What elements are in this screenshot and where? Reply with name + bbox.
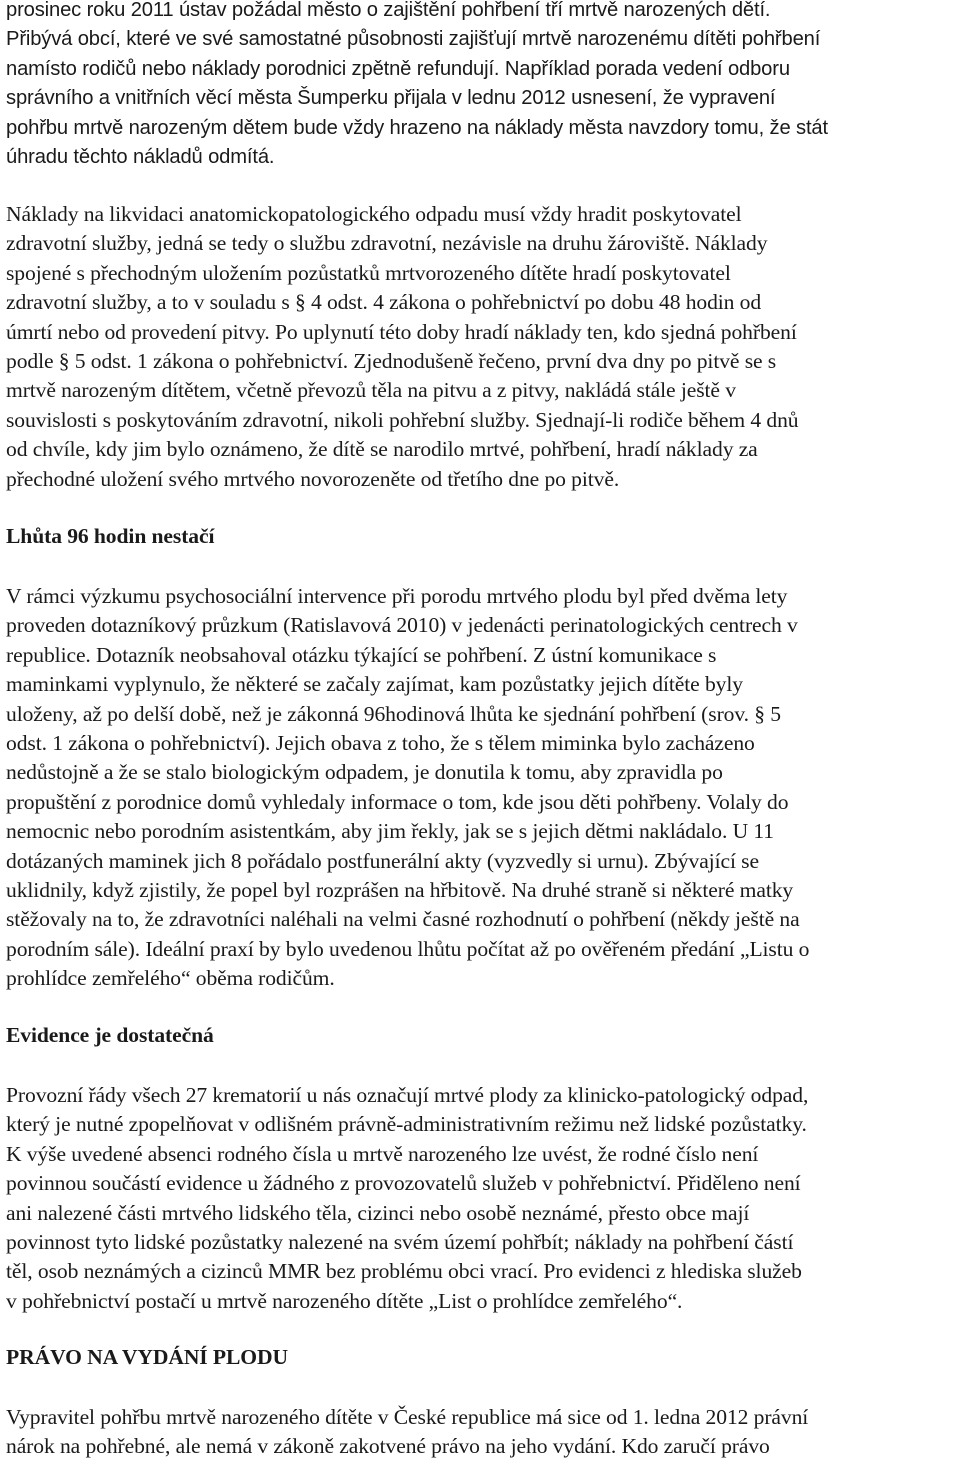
text-line: správního a vnitřních věcí města Šumperku přijala v lednu 2012 usnesení, že vypravení (6, 87, 776, 110)
text-line: který je nutné zpopelňovat v odlišném právně-administrativním režimu než lidské pozůstatky. (6, 1112, 807, 1137)
text-line: zdravotní služby, a to v souladu s § 4 odst. 4 zákona o pohřebnictví po dobu 48 hodin od (6, 290, 762, 315)
text-line: nemocnic nebo porodním asistentkám, aby jim řekly, jak se s jejich dětmi nakládalo. U 11 (6, 819, 774, 844)
text-line: odst. 1 zákona o pohřebnictví). Jejich obava z toho, že s tělem miminka bylo zacházeno (6, 731, 755, 756)
text-line: namísto rodičů nebo náklady porodnici zpětně refundují. Například porada vedení odboru (6, 57, 790, 80)
text-line: prohlídce zemřelého“ oběma rodičům. (6, 966, 335, 991)
text-line: dotázaných maminek jich 8 pořádalo postfunerální akty (vyzvedly si urnu). Zbývající se (6, 848, 759, 873)
text-line: spojené s přechodným uložením pozůstatků mrtvorozeného dítěte hradí poskytovatel (6, 260, 731, 285)
section-heading-right-to-release: PRÁVO NA VYDÁNÍ PLODU (6, 1345, 288, 1369)
text-line: těl, osob neznámých a cizinců MMR bez problému obci vrací. Pro evidenci z hlediska služeb (6, 1259, 802, 1284)
text-line: podle § 5 odst. 1 zákona o pohřebnictví. Zjednodušeně řečeno, první dva dny po pitvě se s (6, 349, 777, 374)
text-line: maminkami vyplynulo, že některé se začaly zajímat, kam pozůstatky jejich dítěte byly (6, 672, 743, 697)
paragraph-costs (6, 200, 956, 494)
text-line: od chvíle, kdy jim bylo oznámeno, že dítě se narodilo mrtvé, pohřbení, hradí náklady za (6, 437, 758, 462)
text-line: republice. Dotazník neobsahoval otázku týkající se pohřbení. Z ústní komunikace s (6, 642, 717, 667)
text-line: pohřbu mrtvě narozeným dětem bude vždy hrazeno na náklady města navzdory tomu, že stát (6, 116, 828, 139)
text-line: stěžovaly na to, že zdravotníci naléhali na velmi časné rozhodnutí o pohřbení (někdy ještě na (6, 907, 800, 932)
text-line: uklidnily, když zjistily, že popel byl rozprášen na hřbitově. Na druhé straně si některé matky (6, 878, 794, 903)
text-line: v pohřebnictví postačí u mrtvě narozeného dítěte „List o prohlídce zemřelého“. (6, 1288, 683, 1313)
text-line: uloženy, až po delší době, než je zákonná 96hodinová lhůta ke sjednání pohřbení (srov. § 5 (6, 701, 781, 726)
paragraph-research (6, 582, 956, 994)
paragraph-crematoria (6, 1081, 956, 1316)
text-line: mrtvě narozeným dítětem, včetně převozů těla na pitvu a z pitvy, nakládá stále ještě v (6, 378, 736, 403)
text-line: přechodné uložení svého mrtvého novorozeněte od třetího dne po pitvě. (6, 466, 620, 491)
text-line: proveden dotazníkový průzkum (Ratislavová 2010) v jedenácti perinatologických centrech v (6, 613, 798, 638)
paragraph-municipal-burials (6, 0, 956, 172)
section-heading-deadline: Lhůta 96 hodin nestačí (6, 524, 215, 548)
text-line: souvislosti s poskytováním zdravotní, nikoli pohřební služby. Sjednají-li rodiče během 4 dnů (6, 407, 799, 432)
text-line: Přibývá obcí, které ve své samostatné působnosti zajišťují mrtvě narozenému dítěti pohřbení (6, 28, 821, 51)
text-line: nedůstojně a že se stalo biologickým odpadem, je donutila k tomu, aby zpravidla po (6, 760, 723, 785)
text-line: porodním sále). Ideální praxí by bylo uvedenou lhůtu počítat až po ověřeném předání „Listu o (6, 936, 810, 961)
text-line: K výše uvedené absenci rodného čísla u mrtvě narozeného lze uvést, že rodné číslo není (6, 1141, 759, 1166)
text-line: zdravotní služby, jedná se tedy o službu zdravotní, nezávisle na druhu žároviště. Náklady (6, 231, 768, 256)
text-line: Vypravitel pohřbu mrtvě narozeného dítěte v České republice má sice od 1. ledna 2012 právní (6, 1405, 809, 1429)
text-line: V rámci výzkumu psychosociální intervence při porodu mrtvého plodu byl před dvěma lety (6, 584, 788, 608)
section-heading-evidence: Evidence je dostatečná (6, 1023, 214, 1047)
text-line: Náklady na likvidaci anatomickopatologického odpadu musí vždy hradit poskytovatel (6, 202, 742, 226)
text-line: nárok na pohřebné, ale nemá v zákoně zakotvené právo na jeho vydání. Kdo zaručí právo (6, 1434, 770, 1459)
text-line: prosinec roku 2011 ústav požádal město o zajištění pohřbení tří mrtvě narozených dětí. (6, 0, 771, 21)
text-line: Provozní řády všech 27 krematorií u nás označují mrtvé plody za klinicko-patologický odpad, (6, 1083, 809, 1107)
text-line: úmrtí nebo od provedení pitvy. Po uplynutí této doby hradí náklady ten, kdo sjedná pohřbení (6, 319, 797, 344)
text-line: úhradu těchto nákladů odmítá. (6, 146, 275, 169)
text-line: povinnou součástí evidence u žádného z provozovatelů služeb v pohřebnictví. Přiděleno není (6, 1171, 801, 1196)
text-line: propuštění z porodnice domů vyhledaly informace o tom, kde jsou děti pohřbeny. Volaly do (6, 789, 789, 814)
text-line: povinnost tyto lidské pozůstatky nalezené na svém území pohřbít; náklady na pohřbení částí (6, 1230, 794, 1255)
text-line: ani nalezené části mrtvého lidského těla, cizinci nebo osobě neznámé, přesto obce mají (6, 1200, 750, 1225)
paragraph-funeral-organizer (6, 1403, 956, 1462)
